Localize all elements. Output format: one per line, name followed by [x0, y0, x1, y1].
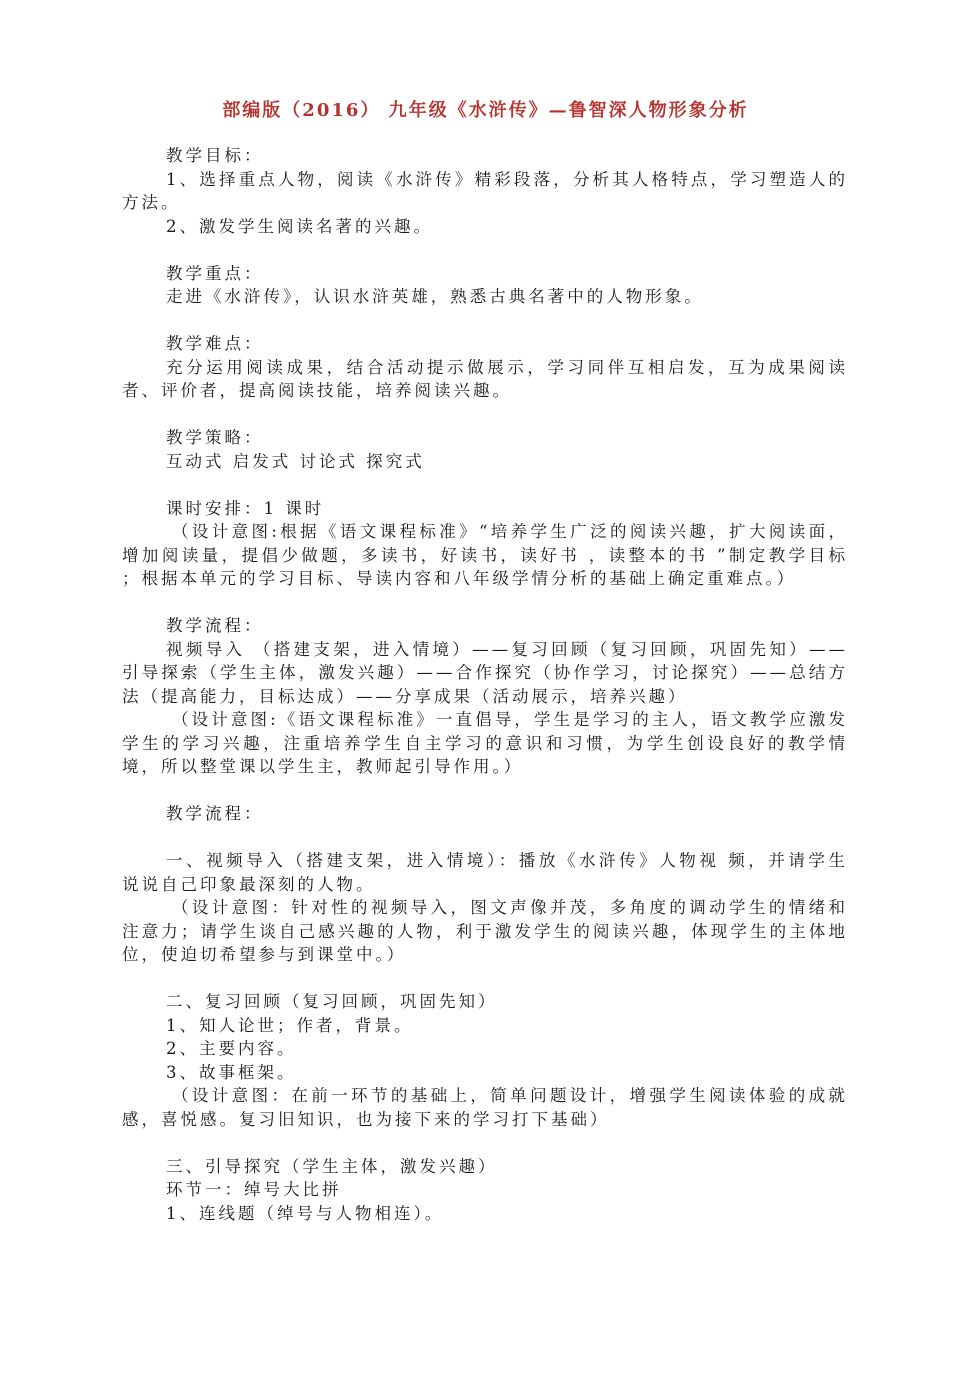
- paragraph: 一、视频导入（搭建支架，进入情境）：播放《水浒传》人物视 频，并请学生说说自己印象最深刻的人物。: [122, 851, 848, 894]
- paragraph: （设计意图:根据《语文课程标准》“培养学生广泛的阅读兴趣，扩大阅读面，增加阅读量，提倡少做题，多读书，好读书，读好书 ，读整本的书 ”制定教学目标 ；根据本单元的学习目标、导读内容和八年级学情分析的基础上确定重难点。）: [122, 522, 848, 588]
- document-title: 部编版（2016） 九年级《水浒传》—鲁智深人物形象分析: [222, 100, 749, 121]
- blank-line: [122, 591, 848, 615]
- paragraph: 充分运用阅读成果，结合活动提示做展示，学习同伴互相启发，互为成果阅读者、评价者，提高阅读技能，培养阅读兴趣。: [122, 357, 848, 400]
- paragraph: 视频导入 （搭建支架，进入情境）——复习回顾（复习回顾，巩固先知）——引导探索（学生主体，激发兴趣）——合作探究（协作学习，讨论探究）——总结方法（提高能力，目标达成）——分享成果（活动展示，培养兴趣）: [122, 639, 848, 706]
- paragraph: 2、激发学生阅读名著的兴趣。: [166, 216, 433, 236]
- document-body: [122, 144, 848, 1225]
- paragraph: 二、复习回顾（复习回顾，巩固先知）: [166, 992, 498, 1011]
- blank-line: [122, 309, 848, 333]
- paragraph: 1、选择重点人物，阅读《水浒传》精彩段落，分析其人格特点，学习塑造人的方法。: [122, 169, 848, 212]
- blank-line: [122, 1131, 848, 1155]
- blank-line: [122, 967, 848, 991]
- blank-line: [122, 403, 848, 427]
- paragraph: （设计意图：在前一环节的基础上，简单问题设计，增强学生阅读体验的成就感，喜悦感。复习旧知识，也为接下来的学习打下基础）: [122, 1086, 848, 1129]
- paragraph: 教学流程：: [166, 804, 264, 823]
- blank-line: [122, 238, 848, 262]
- paragraph: 教学目标：: [166, 146, 264, 165]
- paragraph: 课时安排：1 课时: [166, 498, 325, 518]
- paragraph: 3、故事框架。: [166, 1062, 297, 1082]
- paragraph: 教学策略：: [166, 428, 264, 447]
- paragraph: 走进《水浒传》，认识水浒英雄，熟悉古典名著中的人物形象。: [166, 287, 704, 306]
- paragraph: 环节一：绰号大比拼: [166, 1180, 342, 1199]
- paragraph: 1、连线题（绰号与人物相连）。: [166, 1203, 445, 1223]
- blank-line: [122, 473, 848, 497]
- paragraph: 教学流程：: [166, 616, 264, 635]
- paragraph: （设计意图：针对性的视频导入，图文声像并茂，多角度的调动学生的情绪和注意力；请学生谈自己感兴趣的人物，利于激发学生的阅读兴趣，体现学生的主体地位，使迫切希望参与到课堂中。）: [122, 898, 848, 964]
- blank-line: [122, 779, 848, 803]
- paragraph: 1、知人论世；作者，背景。: [166, 1015, 414, 1035]
- paragraph: 三、引导探究（学生主体，激发兴趣）: [166, 1156, 498, 1176]
- paragraph: （设计意图:《语文课程标准》一直倡导，学生是学习的主人，语文教学应激发学生的学习兴趣，注重培养学生自主学习的意识和习惯，为学生创设良好的教学情境，所以整堂课以学生主，教师起引导作用。）: [122, 710, 848, 776]
- paragraph: 2、主要内容。: [166, 1039, 297, 1058]
- blank-line: [122, 826, 848, 850]
- paragraph: 互动式 启发式 讨论式 探究式: [166, 451, 425, 471]
- paragraph: 教学难点：: [166, 334, 264, 353]
- paragraph: 教学重点：: [166, 263, 264, 283]
